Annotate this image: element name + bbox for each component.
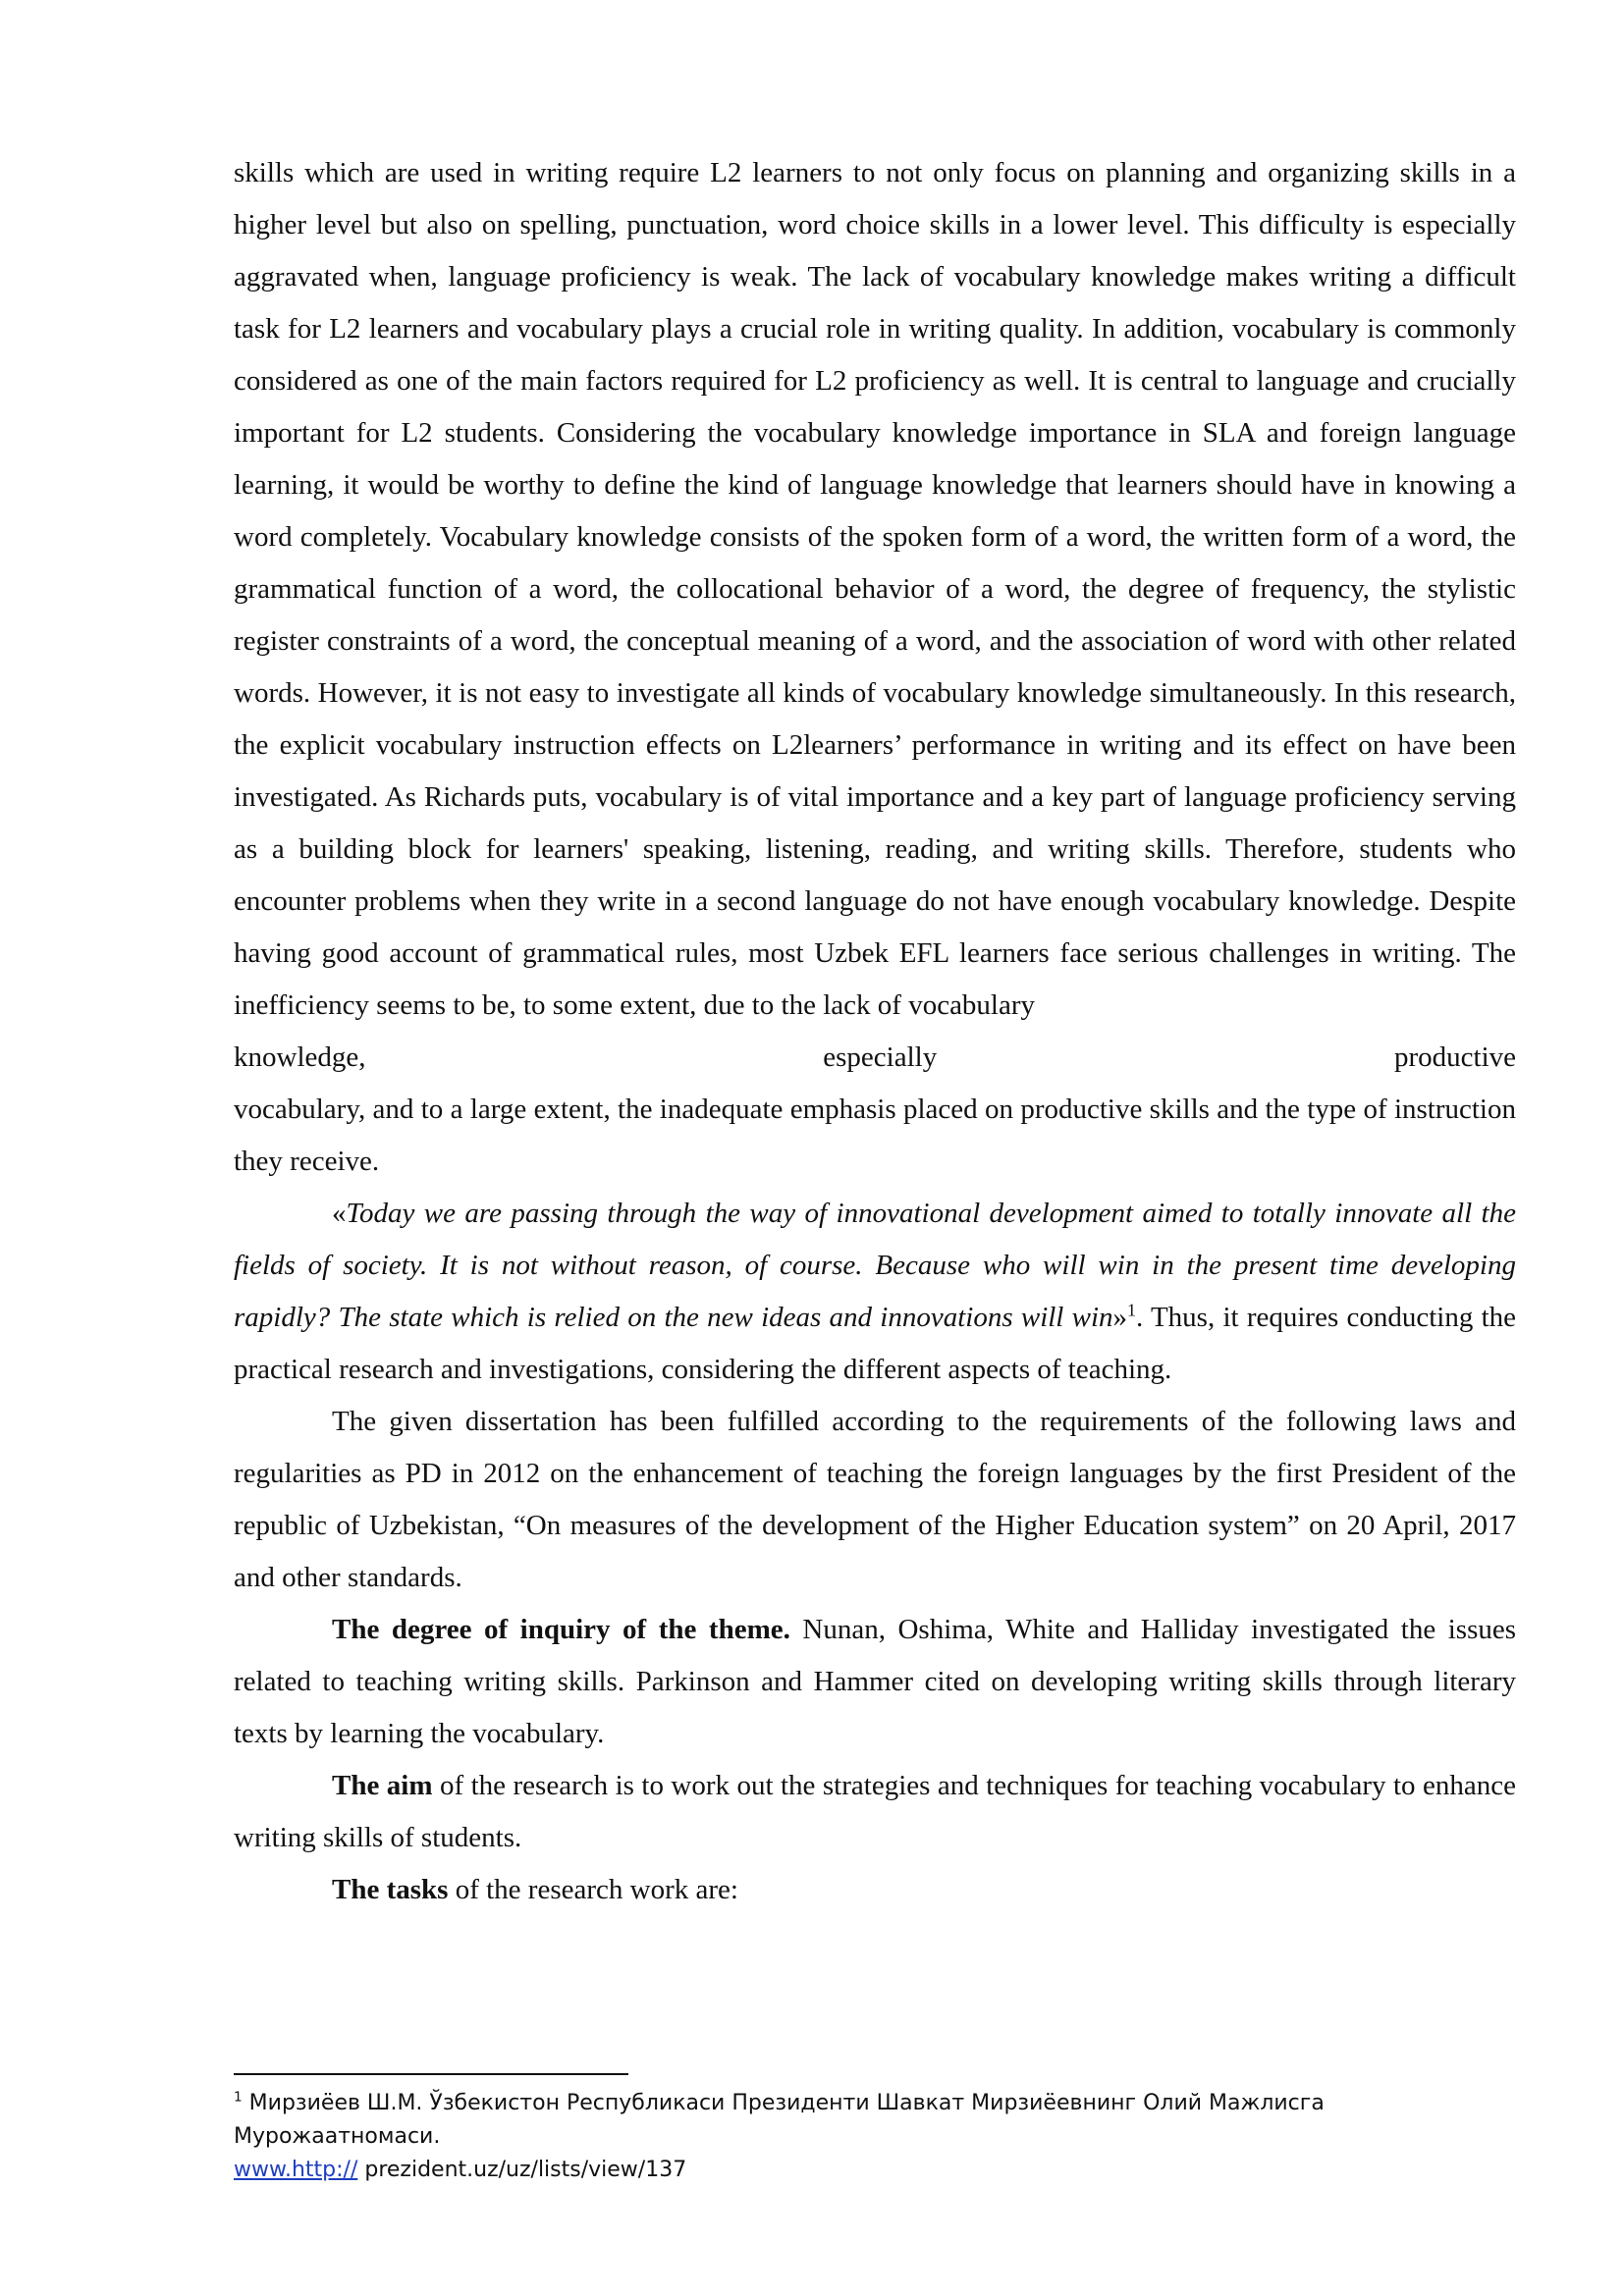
paragraph-text: The given dissertation has been fulfilled according to the requirements of the following laws and regularities as PD in 2012 on the enhancement of teaching the foreign languages by the first President of the republic of Uzbekistan, “On measures of the development of the Higher Education system” on 20 April, 2017 and other standards. bbox=[234, 1406, 1516, 1593]
paragraph-text: . Thus, it requires conducting the practical research and investigations, considering the different aspects of teaching. bbox=[234, 1302, 1517, 1385]
footnote-text: Мирзиёев Ш.М. Ўзбекистон Республикаси Президенти Шавкат Мирзиёевнинг Олий Мажлисга Мурожаатномаси. bbox=[234, 2091, 1325, 2149]
footnote-separator bbox=[234, 2073, 628, 2075]
paragraph-tasks bbox=[234, 1864, 1516, 1916]
footnote-url: prezident.uz/uz/lists/view/137 bbox=[357, 2158, 687, 2182]
section-heading: The aim bbox=[332, 1770, 433, 1801]
paragraph-text: Nunan, Oshima, White and Halliday investigated the issues related to teaching writing skills. Parkinson and Hammer cited on developing writing skills through literary texts by learning the vocabulary. bbox=[234, 1614, 1517, 1749]
paragraph-text: skills which are used in writing require L2 learners to not only focus on planning and organizing skills in a higher level but also on spelling, punctuation, word choice skills in a lower level. This difficulty is especially aggravated when, language proficiency is weak. The lack of vocabulary knowledge makes writing a difficult task for L2 learners and vocabulary plays a crucial role in writing quality. In addition, vocabulary is commonly considered as one of the main factors required for L2 proficiency as well. It is central to language and crucially important for L2 students. Considering the vocabulary knowledge importance in SLA and foreign language learning, it would be worthy to define the kind of language knowledge that learners should have in knowing a word completely. Vocabulary knowledge consists of the spoken form of a word, the written form of a word, the grammatical function of a word, the collocational behavior of a word, the degree of frequency, the stylistic register constraints of a word, the conceptual meaning of a word, and the association of word with other related words. However, it is not easy to investigate all kinds of vocabulary knowledge simultaneously. In this research, the explicit vocabulary instruction effects on L2learners’ performance in writing and its effect on have been investigated. As Richards puts, vocabulary is of vital importance and a key part of language proficiency serving as a building block for learners' speaking, listening, reading, and writing skills. Therefore, students who encounter problems when they write in a second language do not have enough vocabulary knowledge. Despite having good account of grammatical rules, most Uzbek EFL learners face serious challenges in writing. The inefficiency seems to be, to some extent, due to the lack of vocabulary bbox=[234, 157, 1516, 1021]
paragraph-degree-of-inquiry bbox=[234, 1604, 1516, 1760]
document-page bbox=[234, 147, 1516, 1916]
italic-quote: Today we are passing through the way of innovational development aimed to totally innovate all the fields of society. It is not without reason, of course. Because who will win in the present time developing rapidly? The state which is relied on the new ideas and innovations will win bbox=[234, 1198, 1516, 1333]
paragraph-text: of the research is to work out the strategies and techniques for teaching vocabulary to enhance writing skills of students. bbox=[234, 1770, 1516, 1853]
footnote-line bbox=[234, 2087, 1516, 2154]
paragraph-vocabulary-knowledge bbox=[234, 147, 1516, 1188]
footnote-reference[interactable]: 1 bbox=[1127, 1300, 1136, 1320]
section-heading: The degree of inquiry of the theme. bbox=[332, 1614, 790, 1645]
paragraph-aim bbox=[234, 1760, 1516, 1864]
open-quote: « bbox=[332, 1198, 347, 1229]
paragraph-text: vocabulary, and to a large extent, the inadequate emphasis placed on productive skills and the type of instruction they receive. bbox=[234, 1094, 1516, 1177]
justified-line bbox=[234, 1032, 1516, 1084]
paragraph-dissertation bbox=[234, 1396, 1516, 1604]
footnote bbox=[234, 2087, 1516, 2187]
word: especially bbox=[823, 1041, 938, 1073]
word: knowledge, bbox=[234, 1041, 366, 1073]
footnote-number: 1 bbox=[234, 2089, 243, 2106]
paragraph-quote bbox=[234, 1188, 1516, 1396]
close-quote: » bbox=[1112, 1302, 1128, 1333]
paragraph-text: of the research work are: bbox=[448, 1874, 738, 1905]
section-heading: The tasks bbox=[332, 1874, 449, 1905]
word: productive bbox=[1393, 1041, 1516, 1073]
footnote-link[interactable]: www.http:// bbox=[234, 2158, 358, 2182]
footnote-line bbox=[234, 2154, 1516, 2187]
